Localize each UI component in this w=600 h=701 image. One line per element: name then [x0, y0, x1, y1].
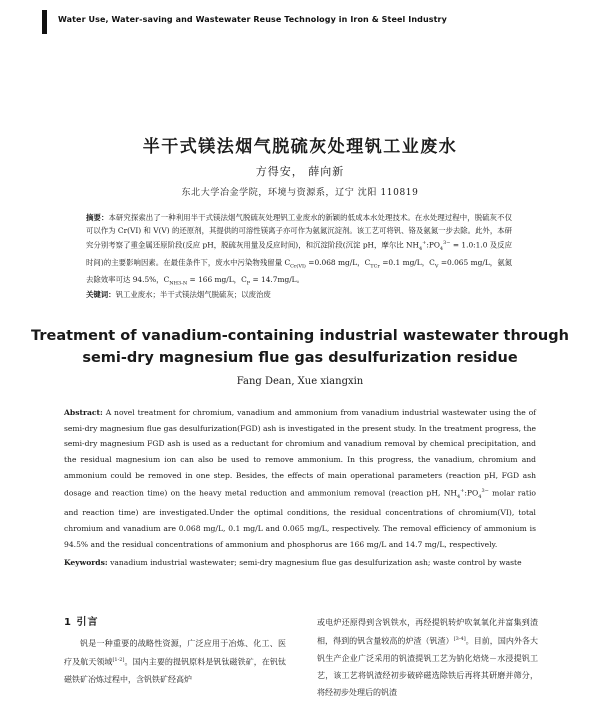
chinese-abstract-text-4: =0.1 mg/L，C [379, 257, 435, 267]
right-citation: [3-4] [453, 636, 466, 642]
chinese-keywords-text: 钒工业废水；半干式镁法烟气脱硫灰；以废治废 [115, 290, 271, 299]
chinese-abstract-mid-1: :PO [426, 240, 440, 250]
english-keywords-label: Keywords: [64, 558, 108, 567]
chinese-abstract-text-1: 本研究探索出了一种利用半干式镁法烟气脱硫灰处理钒工业废水的新颖的低成本水处理技术。在水处理过程中，脱硫灰不仅可以作为 Cr(VI) 和 V(V) 的还原剂，其提供的可溶性镁离子亦可作为氨氮沉淀剂。该工艺可将钒、铬及氨氮一步去除。此外，本研究分别考察了重金属还原阶段(反应 pH，脱硫灰用量及反应时间)，和沉淀阶段(沉淀 pH，摩尔比 NH [86, 213, 512, 250]
chinese-abstract-text-7: = 14.7mg/L。 [250, 275, 304, 285]
chinese-abstract-sub-1: Cr(VI) [290, 263, 306, 270]
chinese-abstract-label: 摘要： [86, 213, 109, 222]
english-abstract: Abstract: A novel treatment for chromium, vanadium and ammonium from vanadium industrial wastewater using the of semi-dry magnesium flue gas desulfurization(FGD) ash is investigated in the present study. In the treatment progress, the semi-dry magnesium FGD ash is used as a reductant for chromium and vanadium removal by chemical precipitation, and the residual magnesium ion can also be used to remove ammonium. In this progress, the vanadium, chromium and ammonium could be removed in one step. Besides, the effects of main operational parameters (reaction pH, FGD ash dosage and reaction time) on the heavy metal reduction and ammonium removal (reaction pH, $NH_4^+:PO_4^{3-}$ molar ratio and reaction time) are investigated.Under the optimal conditions, the residual concentrations of chromium(VI), total chromium and vanadium are 0.068 mg/L, 0.1 mg/L and 0.065 mg/L, respectively. The removal efficiency of ammonium is 94.5% and the residual concentrations of ammonium and phosphorus are 166 mg/L and 14.7 mg/L, respectively. [64, 408, 536, 549]
chinese-affiliation: 东北大学冶金学院，环境与资源系，辽宁 沈阳 110819 [181, 188, 419, 198]
english-abstract-text-2: molar ratio and reaction time) are investigated.Under the optimal conditions, the residual concentrations of chromium(VI), total chromium and vanadium are 0.068 mg/L, 0.1 mg/L and 0.065 mg/L, respectively. The removal efficiency of ammonium is 94.5% and the residual concentrations of ammonium and phosphorus are 166 mg/L and 14.7 mg/L, respectively. [64, 488, 536, 549]
english-abstract-sup-2: 3− [481, 487, 489, 494]
english-title-line-1: Treatment of vanadium-containing industrial wastewater through [31, 328, 569, 344]
english-abstract-text-1: A novel treatment for chromium, vanadium and ammonium from vanadium industrial wastewater using the of semi-dry magnesium flue gas desulfurization(FGD) ash is investigated in the present study. In the treatment progress, the semi-dry magnesium FGD ash is used as a reductant for chromium and vanadium removal by chemical precipitation, and the residual magnesium ion can also be used to remove ammonium. In this progress, the vanadium, chromium and ammonium could be removed in one step. Besides, the effects of main operational parameters (reaction pH, FGD ash dosage and reaction time) on the heavy metal reduction and ammonium removal (reaction pH, NH [64, 408, 536, 498]
right-paragraph-text-1: 或电炉还原得到含钒铁水，再经提钒转炉吹氧氧化并富集到渣相，得到的钒含量较高的炉渣（钒渣） [317, 618, 538, 646]
english-abstract-sup-1: + [460, 487, 465, 494]
english-authors: Fang Dean, Xue xiangxin [236, 376, 364, 387]
chinese-abstract: 摘要：本研究探索出了一种利用半干式镁法烟气脱硫灰处理钒工业废水的新颖的低成本水处理技术。在水处理过程中，脱硫灰不仅可以作为 Cr(VI) 和 V(V) 的还原剂，其提供的可溶性镁离子亦可作为氨氮沉淀剂。该工艺可将钒、铬及氨氮一步去除。此外，本研究分别考察了重金属还原阶段(反应 pH，脱硫灰用量及反应时间)，和沉淀阶段(沉淀 pH，摩尔比 $NH_4^+:PO_4^{3-}$ = 1.0:1.0 及反应时间)的主要影响因素。在最佳条件下，废水中污染物残留量 $C_{Cr(VI)} =0.068$ mg/L，$C_{TCr} =0.1$ mg/L，$C_V =0.065$ mg/L，氨氮去除效率可达 94.5%，$C_{NH3-N} = 166$ mg/L，$C_P = 14.7mg/L$。 [86, 213, 513, 287]
running-header: Water Use, Water-saving and Wastewater Reuse Technology in Iron & Steel Industry [58, 15, 447, 24]
section-1-title: 1 引言 [64, 617, 99, 628]
header-bar [42, 10, 47, 34]
chinese-abstract-text-6: = 166 mg/L，C [187, 275, 247, 285]
english-title-line-2: semi-dry magnesium flue gas desulfurization residue [82, 350, 518, 366]
chinese-abstract-sub-2: TCr [370, 263, 380, 270]
english-keywords [64, 558, 536, 567]
chinese-keywords-label: 关键词： [86, 290, 116, 299]
left-paragraph-text-2: 。国内主要的提钒原料是钒钛磁铁矿，在钒钛磁铁矿冶炼过程中，含钒铁矿经高炉 [64, 657, 287, 684]
chinese-abstract-sub-3: V [434, 263, 439, 270]
section-1-right-column [317, 614, 538, 701]
right-paragraph-text-2: 。目前，国内外各大钒生产企业广泛采用的钒渣提钒工艺为钠化焙烧－水浸提钒工艺，该工艺将钒渣经初步破碎磁选除铁后再将其研磨并筛分，将经初步处理后的钒渣 [317, 636, 539, 697]
chinese-abstract-text-2: = 1.0:1.0 及反应时间)的主要影响因素。在最佳条件下，废水中污染物残留量 C [86, 240, 512, 267]
english-keywords-text: vanadium industrial wastewater; semi-dry magnesium flue gas desulfurization ash; waste control by waste [107, 558, 522, 567]
chinese-authors: 方得安， 薛向新 [255, 165, 345, 178]
left-citation: [1-2] [112, 657, 125, 663]
chinese-abstract-sub-5: P [246, 280, 251, 287]
english-abstract-mid-1: :PO [464, 488, 479, 498]
chinese-keywords [86, 289, 512, 300]
chinese-abstract-text-5: =0.065 mg/L，氨氮去除效率可达 94.5%，C [86, 257, 513, 285]
chinese-title: 半干式镁法烟气脱硫灰处理钒工业废水 [142, 137, 458, 157]
left-paragraph-text-1: 钒是一种重要的战略性资源，广泛应用于冶炼、化工、医疗及航天领域 [64, 639, 286, 667]
chinese-abstract-sub-4: NH3-N [169, 280, 188, 287]
chinese-abstract-sup-2: 3− [443, 240, 451, 246]
english-abstract-label: Abstract: [64, 408, 103, 417]
chinese-abstract-sup-1: + [422, 240, 427, 246]
chinese-abstract-text-3: =0.068 mg/L，C [305, 257, 371, 267]
english-title [0, 325, 600, 369]
